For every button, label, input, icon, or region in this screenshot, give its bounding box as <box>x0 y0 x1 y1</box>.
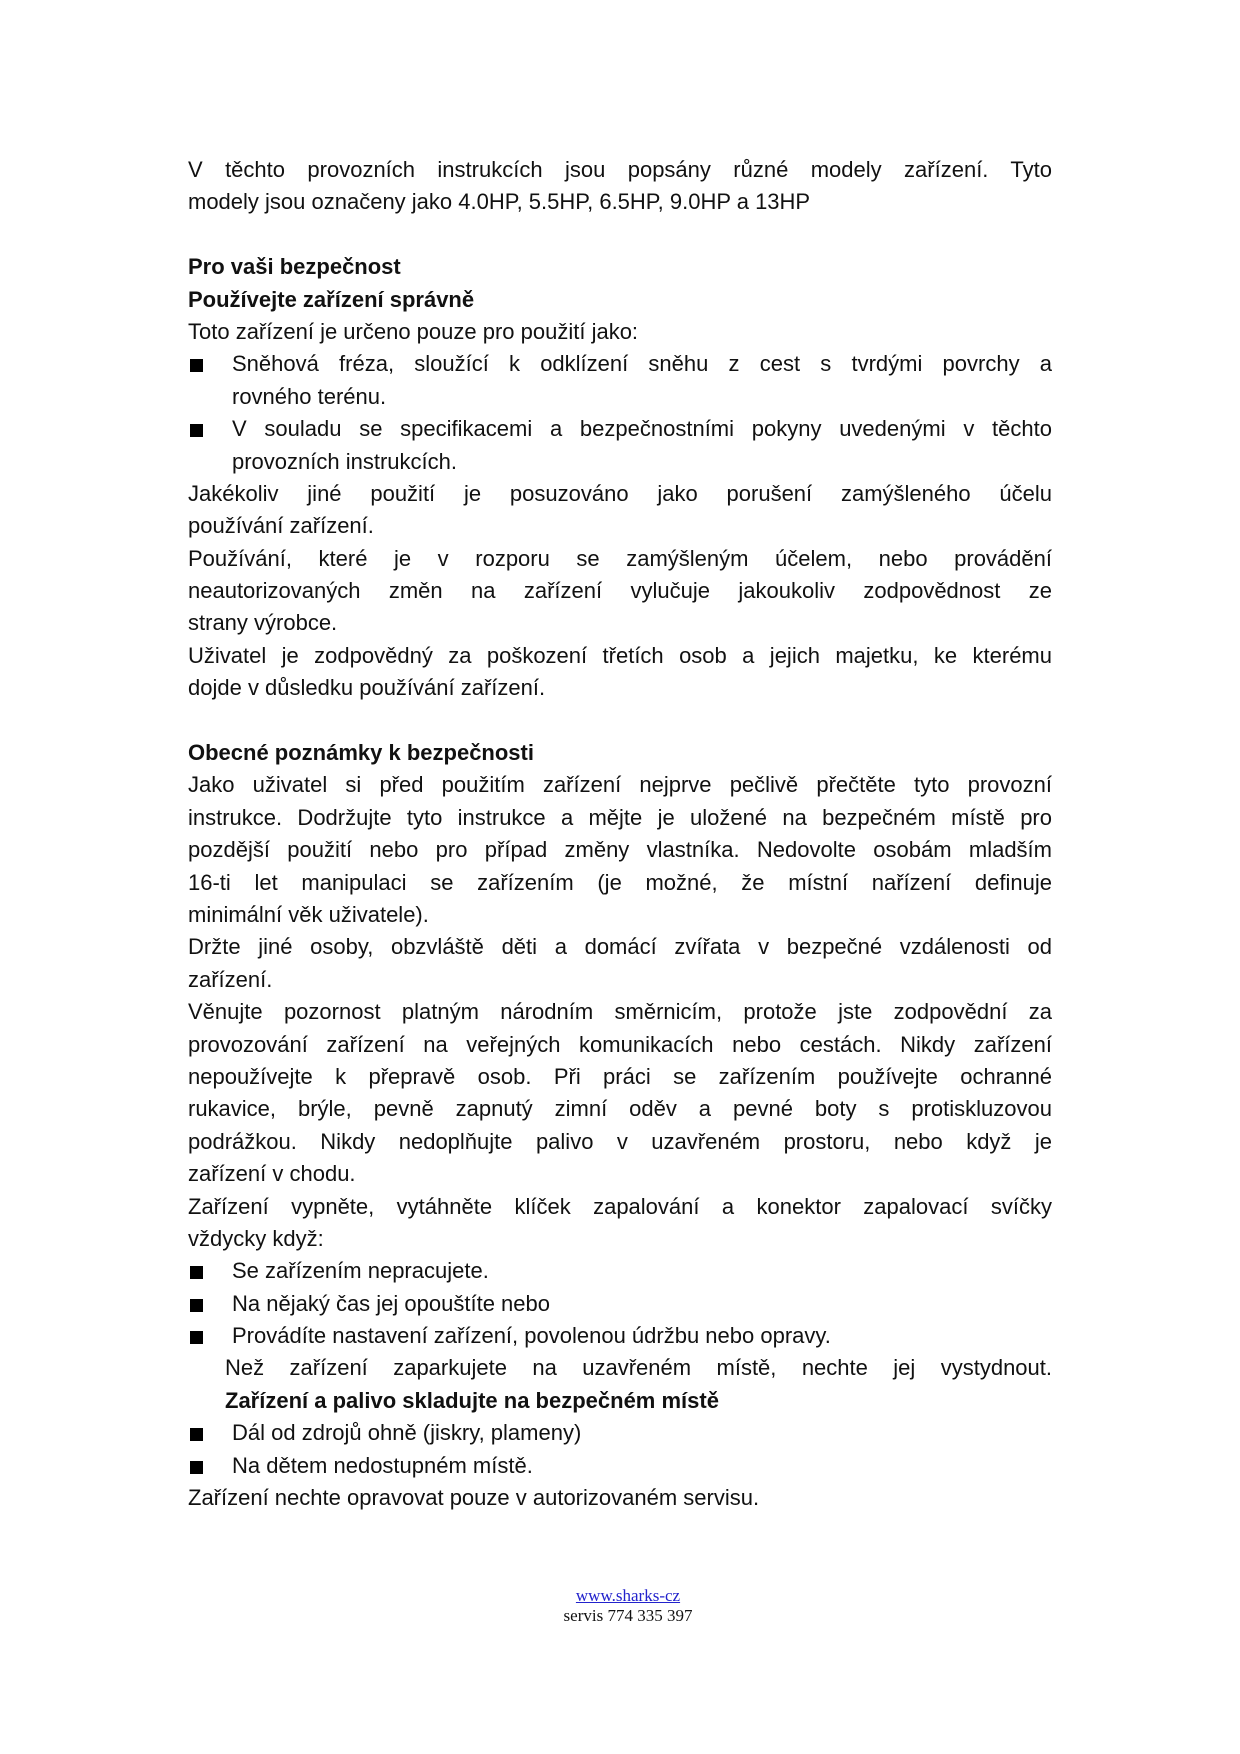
square-bullet-icon <box>190 1266 203 1279</box>
list-item-text: Provádíte nastavení zařízení, povolenou údržbu nebo opravy. <box>232 1323 831 1349</box>
list-item <box>188 1288 1052 1320</box>
list-item-continuation: rovného terénu. <box>232 383 387 409</box>
paragraph-line: Uživatel je zodpovědný za poškození třetích osob a jejich majetku, ke kterému <box>188 642 1052 668</box>
paragraph-line: strany výrobce. <box>188 610 338 636</box>
page-footer <box>0 1586 1240 1626</box>
paragraph-line: Toto zařízení je určeno pouze pro použití jako: <box>188 318 639 344</box>
square-bullet-icon <box>190 1428 203 1441</box>
spacer <box>188 705 1052 737</box>
paragraph-line: dojde v důsledku používání zařízení. <box>188 675 546 701</box>
note-line: Než zařízení zaparkujete na uzavřeném místě, nechte jej vystydnout. <box>225 1355 1052 1381</box>
list-item-text: Na dětem nedostupném místě. <box>232 1452 533 1478</box>
storage-heading: Zařízení a palivo skladujte na bezpečném místě <box>225 1387 719 1413</box>
paragraph-line: Držte jiné osoby, obzvláště děti a domácí zvířata v bezpečné vzdálenosti od <box>188 934 1052 960</box>
section-subheading: Používejte zařízení správně <box>188 286 475 312</box>
list-item <box>188 1255 1052 1287</box>
paragraph-line: vždycky když: <box>188 1225 324 1251</box>
paragraph-line: podrážkou. Nikdy nedoplňujte palivo v uzavřeném prostoru, nebo když je <box>188 1128 1052 1154</box>
list-item-text: Dál od zdrojů ohně (jiskry, plameny) <box>232 1420 582 1446</box>
intro-line: V těchto provozních instrukcích jsou popsány různé modely zařízení. Tyto <box>188 157 1052 182</box>
list-item-text: V souladu se specifikacemi a bezpečnostními pokyny uvedenými v těchto <box>232 416 1052 442</box>
paragraph-line: minimální věk uživatele). <box>188 901 429 927</box>
list-item <box>188 348 1052 380</box>
paragraph-line: neautorizovaných změn na zařízení vylučuje jakoukoliv zodpovědnost ze <box>188 578 1052 604</box>
service-phone: servis 774 335 397 <box>563 1606 693 1625</box>
list-item-text: Se zařízením nepracujete. <box>232 1258 489 1284</box>
website-link[interactable]: www.sharks-cz <box>575 1586 681 1605</box>
paragraph-line: Věnujte pozornost platným národním směrnicím, protože jste zodpovědní za <box>188 999 1052 1025</box>
paragraph-line: provozování zařízení na veřejných komunikacích nebo cestách. Nikdy zařízení <box>188 1031 1052 1057</box>
list-item <box>188 1417 1052 1449</box>
intro-line: modely jsou označeny jako 4.0HP, 5.5HP, 6.5HP, 9.0HP a 13HP <box>188 189 811 215</box>
paragraph-line: používání zařízení. <box>188 513 374 539</box>
square-bullet-icon <box>190 1461 203 1474</box>
paragraph-line: instrukce. Dodržujte tyto instrukce a mějte je uložené na bezpečném místě pro <box>188 804 1052 830</box>
paragraph-line: zařízení v chodu. <box>188 1161 356 1187</box>
list-item <box>188 413 1052 445</box>
paragraph-line: 16-ti let manipulaci se zařízením (je možné, že místní nařízení definuje <box>188 869 1052 895</box>
section-heading: Pro vaši bezpečnost <box>188 254 401 280</box>
paragraph-line: Jakékoliv jiné použití je posuzováno jako porušení zamýšleného účelu <box>188 480 1052 506</box>
spacer <box>188 219 1052 251</box>
square-bullet-icon <box>190 1299 203 1312</box>
paragraph-line: zařízení. <box>188 966 273 992</box>
square-bullet-icon <box>190 424 203 437</box>
square-bullet-icon <box>190 359 203 372</box>
document-body <box>188 154 1052 1514</box>
paragraph-line: Zařízení vypněte, vytáhněte klíček zapalování a konektor zapalovací svíčky <box>188 1193 1052 1219</box>
list-item <box>188 1320 1052 1352</box>
closing-line: Zařízení nechte opravovat pouze v autorizovaném servisu. <box>188 1485 760 1511</box>
paragraph-line: Jako uživatel si před použitím zařízení nejprve pečlivě přečtěte tyto provozní <box>188 772 1052 798</box>
square-bullet-icon <box>190 1331 203 1344</box>
list-item-text: Sněhová fréza, sloužící k odklízení sněhu z cest s tvrdými povrchy a <box>232 351 1052 377</box>
paragraph-line: pozdější použití nebo pro případ změny vlastníka. Nedovolte osobám mladším <box>188 837 1052 863</box>
list-item-text: Na nějaký čas jej opouštíte nebo <box>232 1290 550 1316</box>
paragraph-line: rukavice, brýle, pevně zapnutý zimní oděv a pevné boty s protiskluzovou <box>188 1096 1052 1122</box>
list-item <box>188 1450 1052 1482</box>
section-heading: Obecné poznámky k bezpečnosti <box>188 740 534 766</box>
paragraph-line: Používání, které je v rozporu se zamýšleným účelem, nebo provádění <box>188 545 1052 571</box>
list-item-continuation: provozních instrukcích. <box>232 448 457 474</box>
paragraph-line: nepoužívejte k přepravě osob. Při práci se zařízením používejte ochranné <box>188 1063 1052 1089</box>
